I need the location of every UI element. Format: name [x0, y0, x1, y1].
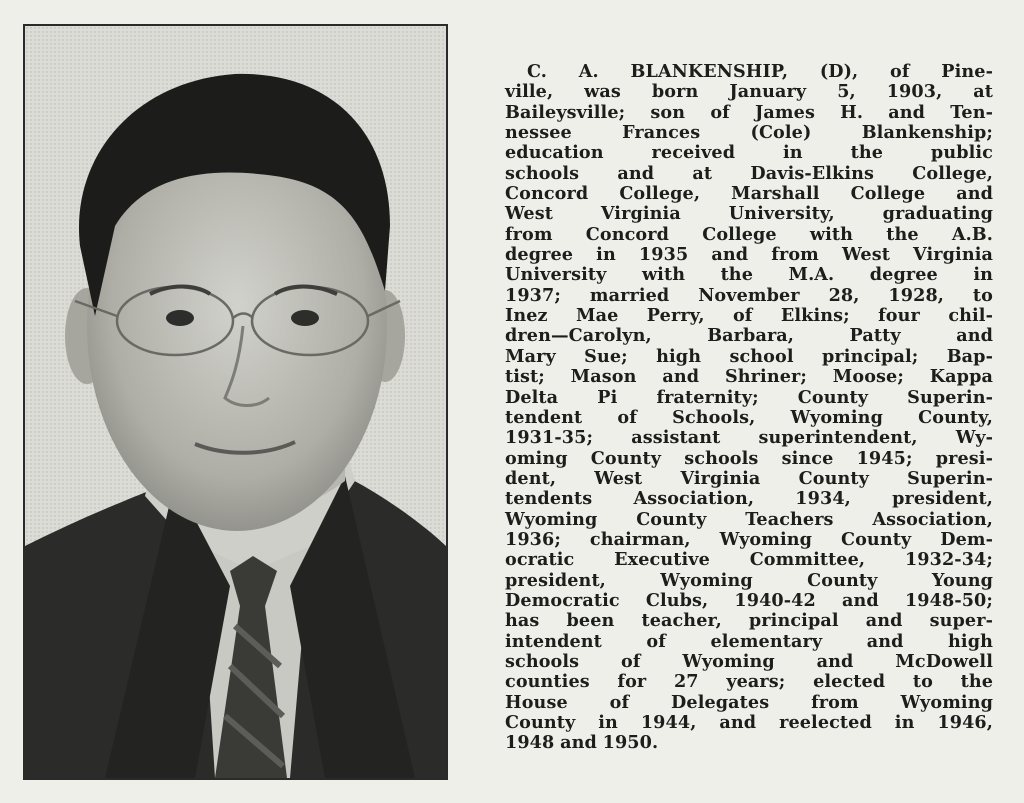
- biography-line: intendent of elementary and high: [505, 630, 993, 652]
- biography-line: ocratic Executive Committee, 1932-34;: [505, 549, 993, 571]
- biography-line: dren—Carolyn, Barbara, Patty and: [505, 325, 993, 347]
- biography-line: Delta Pi fraternity; County Superin-: [505, 386, 993, 408]
- biography-line: 1948 and 1950.: [505, 732, 659, 754]
- portrait-photo-icon: [25, 26, 446, 778]
- biography-line: University with the M.A. degree in: [505, 264, 993, 286]
- biography-line: nessee Frances (Cole) Blankenship;: [505, 122, 993, 144]
- biography-line: tendents Association, 1934, president,: [505, 488, 993, 510]
- biography-line: from Concord College with the A.B.: [505, 223, 993, 245]
- biography-line: dent, West Virginia County Superin-: [505, 467, 993, 489]
- portrait-photo: [23, 24, 448, 780]
- biography-line: Baileysville; son of James H. and Ten-: [505, 101, 993, 123]
- biography-text: [505, 62, 993, 754]
- biography-line: C. A. BLANKENSHIP, (D), of Pine-: [527, 61, 993, 82]
- biography-line: tist; Mason and Shriner; Moose; Kappa: [505, 366, 993, 388]
- biography-line: House of Delegates from Wyoming: [505, 691, 993, 713]
- biography-line: 1931-35; assistant superintendent, Wy-: [505, 427, 993, 449]
- biography-line: County in 1944, and reelected in 1946,: [505, 712, 993, 733]
- biography-line: president, Wyoming County Young: [505, 569, 993, 591]
- biography-line: West Virginia University, graduating: [505, 203, 993, 225]
- biography-line: Inez Mae Perry, of Elkins; four chil-: [505, 305, 993, 327]
- biography-line: ville, was born January 5, 1903, at: [505, 81, 993, 103]
- biography-line: has been teacher, principal and super-: [505, 610, 993, 632]
- biography-line: Wyoming County Teachers Association,: [505, 508, 993, 530]
- biography-line: Mary Sue; high school principal; Bap-: [505, 345, 993, 367]
- biography-line: tendent of Schools, Wyoming County,: [505, 406, 993, 428]
- biography-line: oming County schools since 1945; presi-: [505, 447, 993, 469]
- biography-line: Concord College, Marshall College and: [505, 183, 993, 205]
- biography-line: 1936; chairman, Wyoming County Dem-: [505, 528, 993, 550]
- biography-line: schools of Wyoming and McDowell: [505, 650, 993, 672]
- biography-line: 1937; married November 28, 1928, to: [505, 284, 993, 306]
- biography-line: Democratic Clubs, 1940-42 and 1948-50;: [505, 589, 993, 611]
- biography-line: counties for 27 years; elected to the: [505, 671, 993, 693]
- biography-line: degree in 1935 and from West Virginia: [505, 244, 993, 266]
- biography-line: education received in the public: [505, 142, 993, 164]
- biography-line: schools and at Davis-Elkins College,: [505, 162, 993, 184]
